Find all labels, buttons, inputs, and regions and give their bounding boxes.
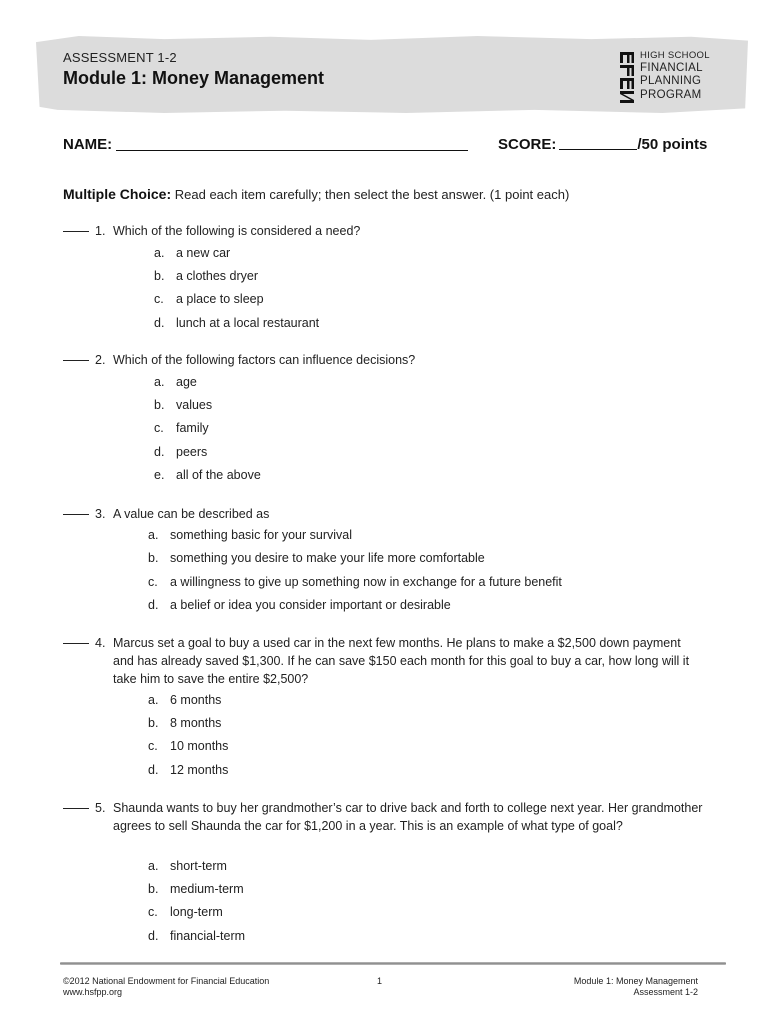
footer-assessment: Assessment 1-2	[633, 987, 698, 997]
question-number: 1.	[95, 224, 106, 238]
question	[63, 634, 690, 686]
question	[63, 222, 361, 240]
footer-divider	[60, 962, 726, 965]
answer-option: b. medium-term	[148, 882, 244, 896]
module-title: Module 1: Money Management	[63, 68, 325, 88]
section-title: Multiple Choice	[63, 186, 167, 202]
logo-line: HIGH SCHOOL	[640, 50, 710, 61]
answer-blank[interactable]	[63, 231, 89, 232]
answer-option: a. something basic for your survival	[148, 528, 353, 542]
section-heading	[63, 186, 569, 202]
question-stem: Shaunda wants to buy her grandmother’s car to drive back and forth to college next year. Her grandmother agrees to sell Shaunda the car for $1,200 in a year. This is an example of what type of goal?	[113, 801, 703, 833]
answer-option: a. short-term	[148, 859, 227, 873]
footer-copyright: ©2012 National Endowment for Financial Education	[63, 976, 270, 986]
answer-option: e. all of the above	[154, 468, 261, 482]
question-number: 3.	[95, 507, 106, 521]
answer-option: a. a new car	[154, 246, 231, 260]
answer-option: a. 6 months	[148, 693, 222, 707]
assessment-label: ASSESSMENT 1-2	[63, 50, 177, 65]
score-label: SCORE:	[498, 136, 557, 153]
answer-option: d. a belief or idea you consider important or desirable	[148, 598, 451, 612]
answer-option: d. lunch at a local restaurant	[154, 316, 320, 330]
answer-option: c. a willingness to give up something now in exchange for a future benefit	[148, 575, 562, 589]
question	[63, 799, 703, 833]
name-label: NAME:	[63, 136, 113, 153]
logo-line: PROGRAM	[640, 88, 702, 101]
answer-blank[interactable]	[63, 514, 89, 515]
score-row	[498, 136, 707, 153]
footer-module: Module 1: Money Management	[573, 976, 698, 986]
answer-option: c. long-term	[148, 905, 223, 919]
name-field[interactable]	[116, 150, 468, 151]
answer-option: d. 12 months	[148, 763, 229, 777]
section-colon: :	[166, 186, 172, 202]
question-number: 4.	[95, 636, 106, 650]
question-stem: Which of the following is considered a need?	[113, 224, 361, 238]
answer-option: b. something you desire to make your life more comfortable	[148, 551, 485, 565]
answer-option: d. financial-term	[148, 929, 246, 943]
answer-option: b. values	[154, 398, 213, 412]
answer-option: a. age	[154, 375, 197, 389]
footer-left	[63, 976, 269, 998]
answer-blank[interactable]	[63, 808, 89, 809]
answer-blank[interactable]	[63, 360, 89, 361]
question-stem: Marcus set a goal to buy a used car in the next few months. He plans to make a $2,500 down payment and has already saved $1,300. If he can save $150 each month for this goal to buy a car, how long will it take him to save the entire $2,500?	[113, 636, 690, 686]
score-suffix: /50 points	[637, 136, 708, 153]
answer-option: b. 8 months	[148, 716, 222, 730]
answer-option: d. peers	[154, 445, 208, 459]
score-field[interactable]	[559, 149, 637, 150]
question-stem: A value can be described as	[113, 507, 270, 521]
answer-option: c. 10 months	[148, 739, 229, 753]
logo-line: PLANNING	[640, 75, 702, 88]
nefe-logo-mark	[620, 51, 634, 103]
question	[63, 351, 416, 369]
answer-option: c. a place to sleep	[154, 292, 264, 306]
footer-website[interactable]: www.hsfpp.org	[63, 987, 123, 997]
question-number: 2.	[95, 353, 106, 367]
answer-option: b. a clothes dryer	[154, 269, 258, 283]
nefe-logo	[620, 49, 720, 105]
answer-blank[interactable]	[63, 643, 89, 644]
logo-line: FINANCIAL	[640, 62, 703, 75]
section-instructions: Read each item carefully; then select the best answer. (1 point each)	[174, 187, 570, 202]
footer-right	[574, 976, 698, 998]
answer-option: c. family	[154, 421, 209, 435]
page-number: 1	[377, 976, 383, 986]
question-stem: Which of the following factors can influence decisions?	[113, 353, 416, 367]
question-number: 5.	[95, 801, 106, 815]
logo-text	[640, 49, 710, 102]
question	[63, 505, 270, 523]
